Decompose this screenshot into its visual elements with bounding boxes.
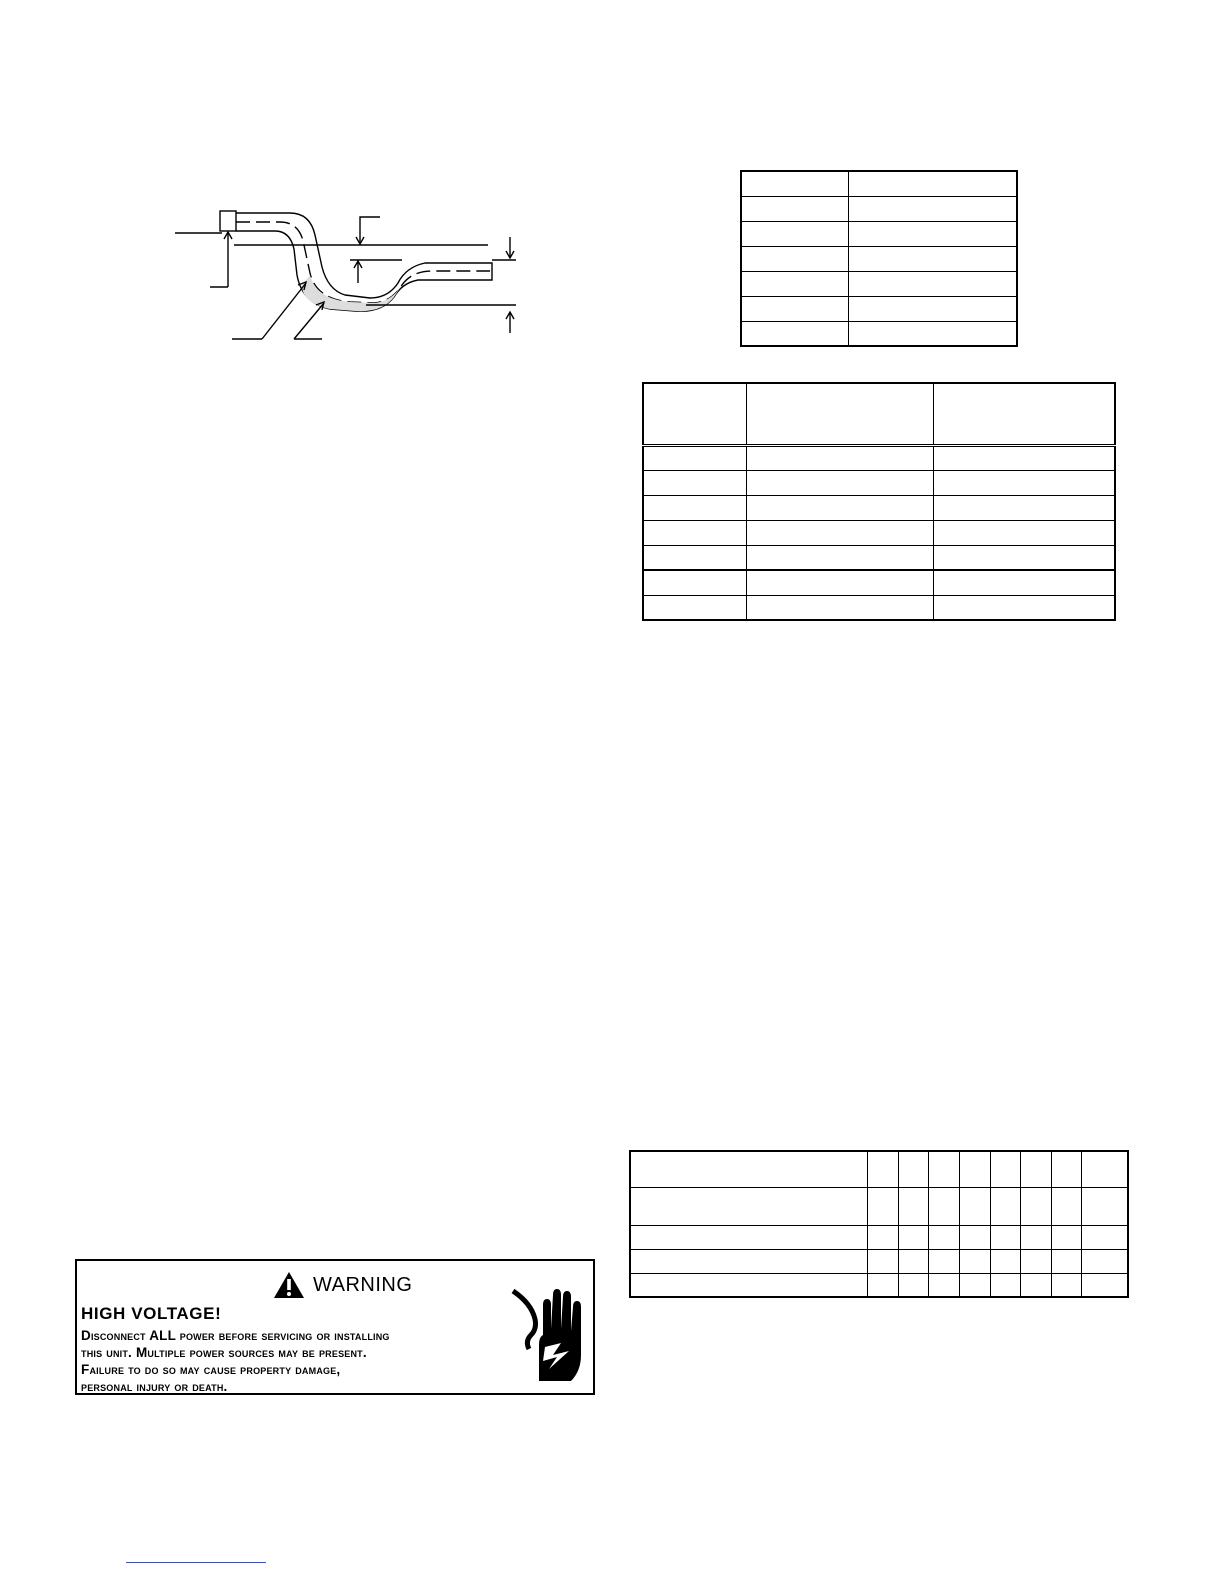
warning-line-2: this unit. Multiple power sources may be present. — [81, 1345, 367, 1360]
warning-title — [273, 1270, 412, 1300]
warning-line-4: personal injury or death. — [81, 1379, 228, 1394]
table-b — [642, 382, 1116, 621]
footer-rule — [126, 1562, 266, 1563]
warning-title-text: WARNING — [313, 1273, 413, 1296]
warning-line-3: Failure to do so may cause property damage, — [81, 1362, 341, 1377]
warning-line-1: Disconnect ALL power before servicing or installing — [81, 1328, 390, 1343]
warning-triangle-icon — [273, 1271, 305, 1299]
table-c — [629, 1150, 1129, 1298]
warning-heading: HIGH VOLTAGE! — [81, 1304, 222, 1323]
drain-trap-diagram — [170, 205, 530, 350]
electric-shock-hand-icon — [509, 1285, 591, 1385]
table-a — [740, 170, 1018, 347]
high-voltage-warning — [75, 1259, 595, 1395]
